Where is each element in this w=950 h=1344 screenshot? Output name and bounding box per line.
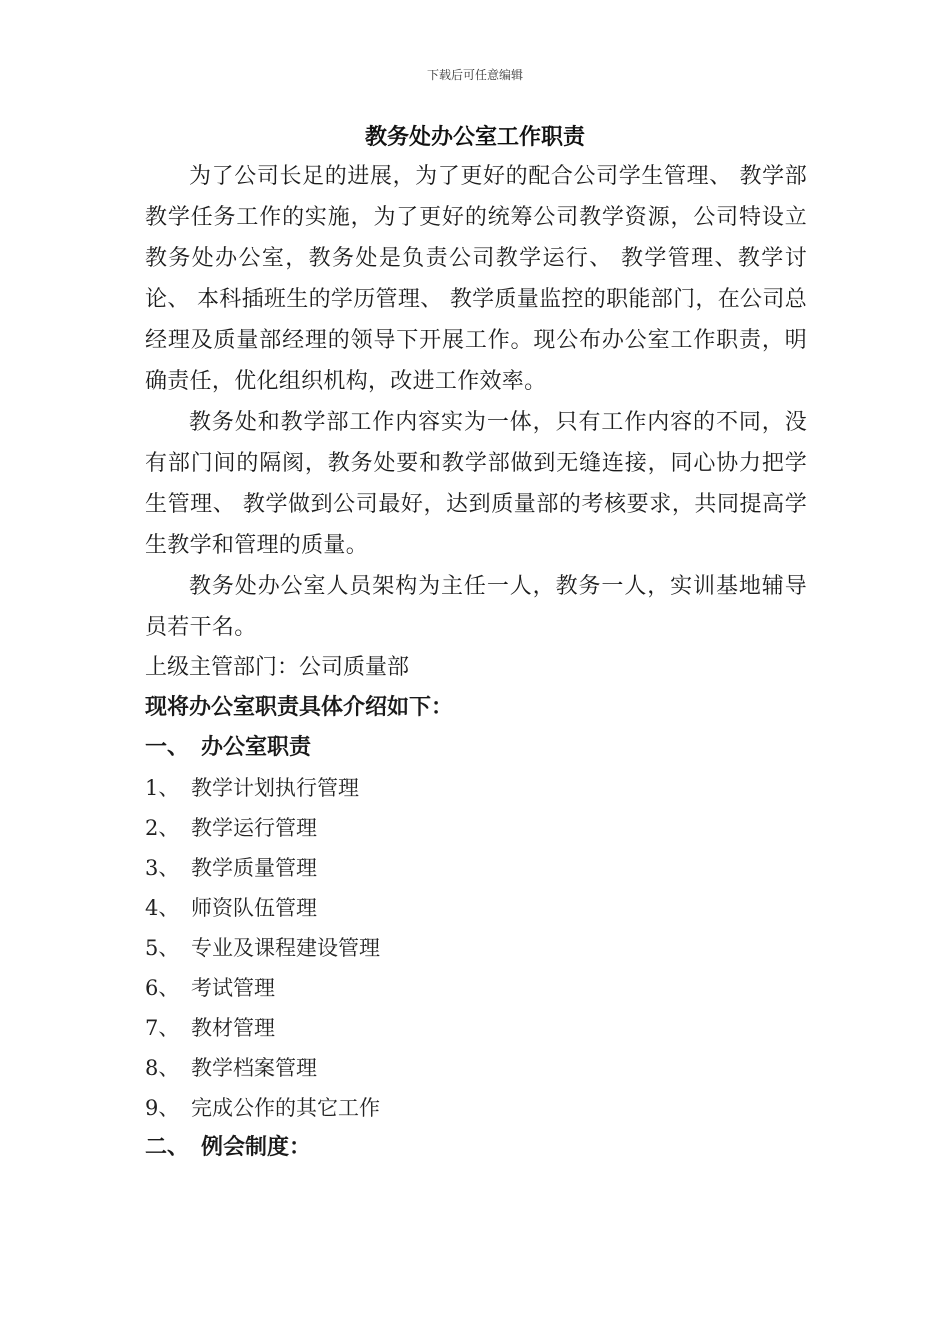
supervisor-line: 上级主管部门：公司质量部 xyxy=(145,655,410,680)
list-item xyxy=(145,768,807,808)
item-number: 2、 xyxy=(145,816,180,840)
list-item xyxy=(145,1008,807,1048)
item-text: 教学运行管理 xyxy=(191,816,317,840)
item-text: 考试管理 xyxy=(191,976,275,1000)
item-number: 9、 xyxy=(145,1096,180,1120)
item-number: 7、 xyxy=(145,1016,180,1040)
duty-list xyxy=(145,768,807,1128)
item-number: 3、 xyxy=(145,856,180,880)
section-number: 二、 xyxy=(145,1135,190,1160)
section-title: 例会制度： xyxy=(201,1135,312,1160)
section-heading-duties xyxy=(145,728,807,768)
item-text: 专业及课程建设管理 xyxy=(191,936,380,960)
intro-line: 现将办公室职责具体介绍如下： xyxy=(145,695,454,720)
item-text: 完成公作的其它工作 xyxy=(191,1096,380,1120)
list-item xyxy=(145,968,807,1008)
section-number: 一、 xyxy=(145,735,190,760)
section-heading-meetings xyxy=(145,1128,807,1168)
paragraph-cooperation: 教务处和教学部工作内容实为一体，只有工作内容的不同，没有部门间的隔阂，教务处要和教学部做到无缝连接，同心协力把学生管理、 教学做到公司最好，达到质量部的考核要求，共同提高学生教学和管理的质量。 xyxy=(145,410,807,558)
item-number: 6、 xyxy=(145,976,180,1000)
item-text: 教学档案管理 xyxy=(191,1056,317,1080)
list-item xyxy=(145,1088,807,1128)
item-number: 8、 xyxy=(145,1056,180,1080)
list-item xyxy=(145,928,807,968)
item-number: 1、 xyxy=(145,776,180,800)
document-title: 教务处办公室工作职责 xyxy=(364,125,585,150)
item-number: 5、 xyxy=(145,936,180,960)
item-text: 教学质量管理 xyxy=(191,856,317,880)
paragraph-staffing: 教务处办公室人员架构为主任一人，教务一人，实训基地辅导员若干名。 xyxy=(145,574,807,640)
list-item xyxy=(145,848,807,888)
document-body xyxy=(145,156,807,1168)
item-text: 教学计划执行管理 xyxy=(191,776,359,800)
item-number: 4、 xyxy=(145,896,180,920)
item-text: 师资队伍管理 xyxy=(191,896,317,920)
section-title: 办公室职责 xyxy=(201,735,312,760)
list-item xyxy=(145,1048,807,1088)
paragraph-purpose: 为了公司长足的进展，为了更好的配合公司学生管理、 教学部教学任务工作的实施，为了更好的统筹公司教学资源，公司特设立教务处办公室，教务处是负责公司教学运行、 教学管理、教学讨论、 本科插班生的学历管理、 教学质量监控的职能部门，在公司总经理及质量部经理的领导下开展工作。现公布办公室工作职责，明确责任，优化组织机构，改进工作效率。 xyxy=(145,164,807,394)
header-note: 下载后可任意编辑 xyxy=(426,68,523,82)
list-item xyxy=(145,888,807,928)
item-text: 教材管理 xyxy=(191,1016,275,1040)
list-item xyxy=(145,808,807,848)
